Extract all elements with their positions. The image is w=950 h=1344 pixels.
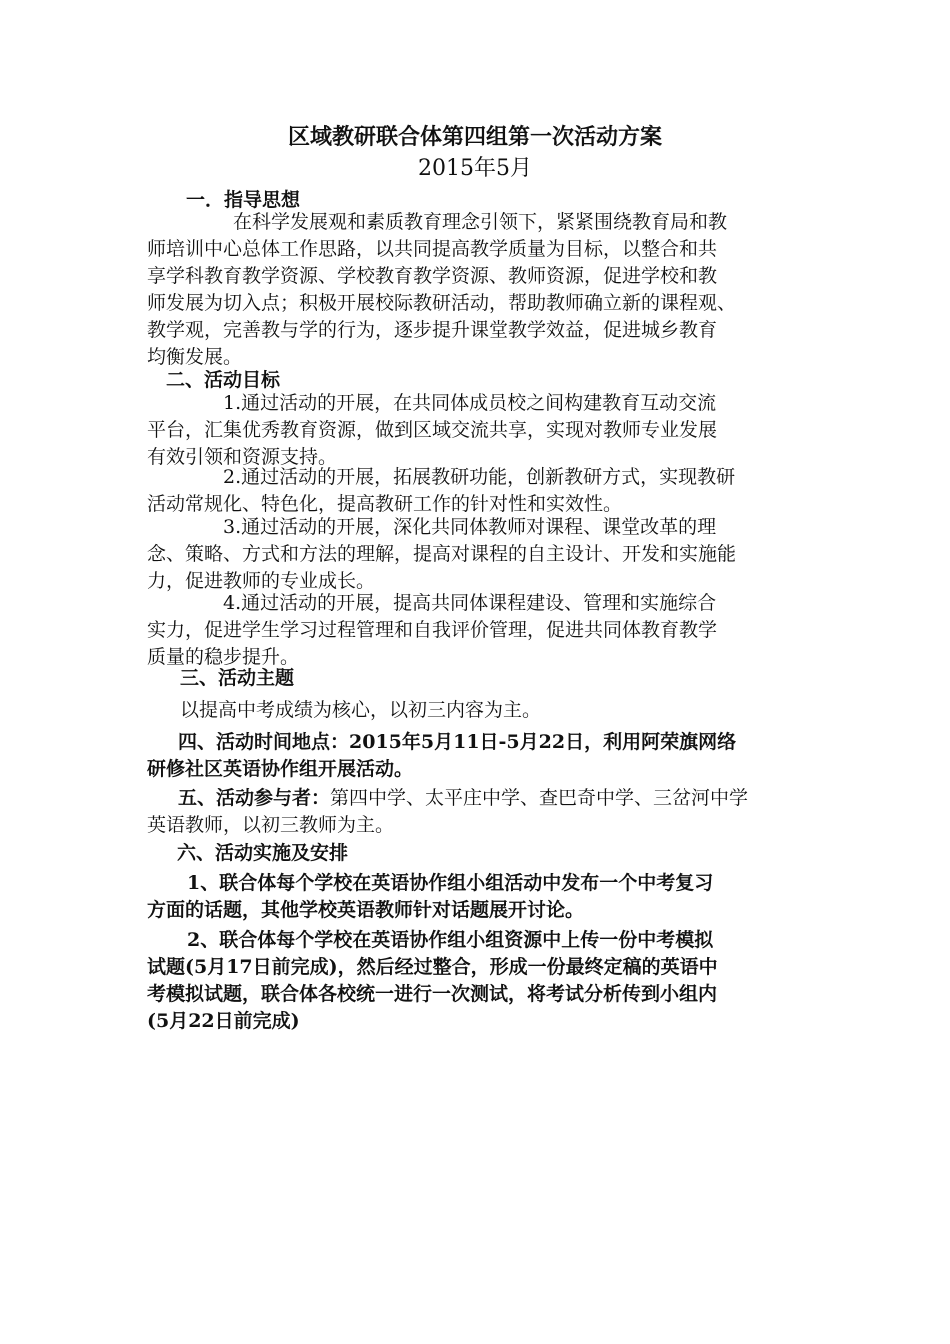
paragraph-line: 方面的话题，其他学校英语教师针对话题展开讨论。 <box>147 899 585 921</box>
paragraph-line: 2.通过活动的开展，拓展教研功能，创新教研方式，实现教研 <box>223 466 736 488</box>
section-6-heading: 六、活动实施及安排 <box>177 842 349 864</box>
arrangement-item-1 <box>147 870 817 924</box>
paragraph-line: 念、策略、方式和方法的理解，提高对课程的自主设计、开发和实施能 <box>147 543 737 565</box>
paragraph-line: 平台，汇集优秀教育资源，做到区域交流共享，实现对教师专业发展 <box>147 419 718 441</box>
goal-item-3 <box>147 514 817 595</box>
section-1-paragraph <box>147 209 817 371</box>
section-4-paragraph <box>147 729 817 783</box>
paragraph-line: (5月22日前完成) <box>147 1010 300 1032</box>
paragraph-line: 四、活动时间地点：2015年5月11日-5月22日，利用阿荣旗网络 <box>178 731 737 753</box>
paragraph-line: 均衡发展。 <box>147 346 243 368</box>
paragraph-line: 2、联合体每个学校在英语协作组小组资源中上传一份中考模拟 <box>187 929 714 951</box>
paragraph-line: 3.通过活动的开展，深化共同体教师对课程、课堂改革的理 <box>223 516 717 538</box>
paragraph-line: 英语教师，以初三教师为主。 <box>147 814 395 836</box>
section-3-heading: 三、活动主题 <box>180 667 295 689</box>
section-5-paragraph <box>147 785 817 839</box>
goal-item-1 <box>147 390 817 471</box>
paragraph-line: 享学科教育教学资源、学校教育教学资源、教师资源，促进学校和教 <box>147 265 718 287</box>
paragraph-line: 力，促进教师的专业成长。 <box>147 570 376 592</box>
section-2-heading: 二、活动目标 <box>166 369 281 391</box>
paragraph-line: 1、联合体每个学校在英语协作组小组活动中发布一个中考复习 <box>187 872 714 894</box>
paragraph-line: 试题(5月17日前完成)，然后经过整合，形成一份最终定稿的英语中 <box>147 956 718 978</box>
paragraph-line: 师发展为切入点；积极开展校际教研活动，帮助教师确立新的课程观、 <box>147 292 737 314</box>
paragraph-line: 在科学发展观和素质教育理念引领下，紧紧围绕教育局和教 <box>233 211 728 233</box>
paragraph-line: 4.通过活动的开展，提高共同体课程建设、管理和实施综合 <box>223 592 717 614</box>
paragraph-line: 质量的稳步提升。 <box>147 646 300 668</box>
paragraph-line: 有效引领和资源支持。 <box>147 446 338 468</box>
paragraph-line: 研修社区英语协作组开展活动。 <box>147 758 414 780</box>
section-5-participants: 第四中学、太平庄中学、查巴奇中学、三岔河中学 <box>330 787 749 809</box>
section-3-text <box>180 697 780 724</box>
paragraph-line: 以提高中考成绩为核心，以初三内容为主。 <box>180 699 542 721</box>
document-title: 区域教研联合体第四组第一次活动方案 <box>287 124 662 150</box>
paragraph-line: 1.通过活动的开展，在共同体成员校之间构建教育互动交流 <box>223 392 717 414</box>
paragraph-line: 师培训中心总体工作思路，以共同提高教学质量为目标，以整合和共 <box>147 238 718 260</box>
paragraph-line: 考模拟试题，联合体各校统一进行一次测试，将考试分析传到小组内 <box>147 983 718 1005</box>
section-1-heading: 一．指导思想 <box>186 189 301 211</box>
paragraph-line: 实力，促进学生学习过程管理和自我评价管理，促进共同体教育教学 <box>147 619 718 641</box>
section-5-label: 五、活动参与者： <box>178 787 331 809</box>
goal-item-4 <box>147 590 817 671</box>
arrangement-item-2 <box>147 927 817 1035</box>
goal-item-2 <box>147 464 817 518</box>
paragraph-line: 活动常规化、特色化，提高教研工作的针对性和实效性。 <box>147 493 623 515</box>
paragraph-line: 教学观，完善教与学的行为，逐步提升课堂教学效益，促进城乡教育 <box>147 319 718 341</box>
document-date: 2015年5月 <box>418 156 532 181</box>
